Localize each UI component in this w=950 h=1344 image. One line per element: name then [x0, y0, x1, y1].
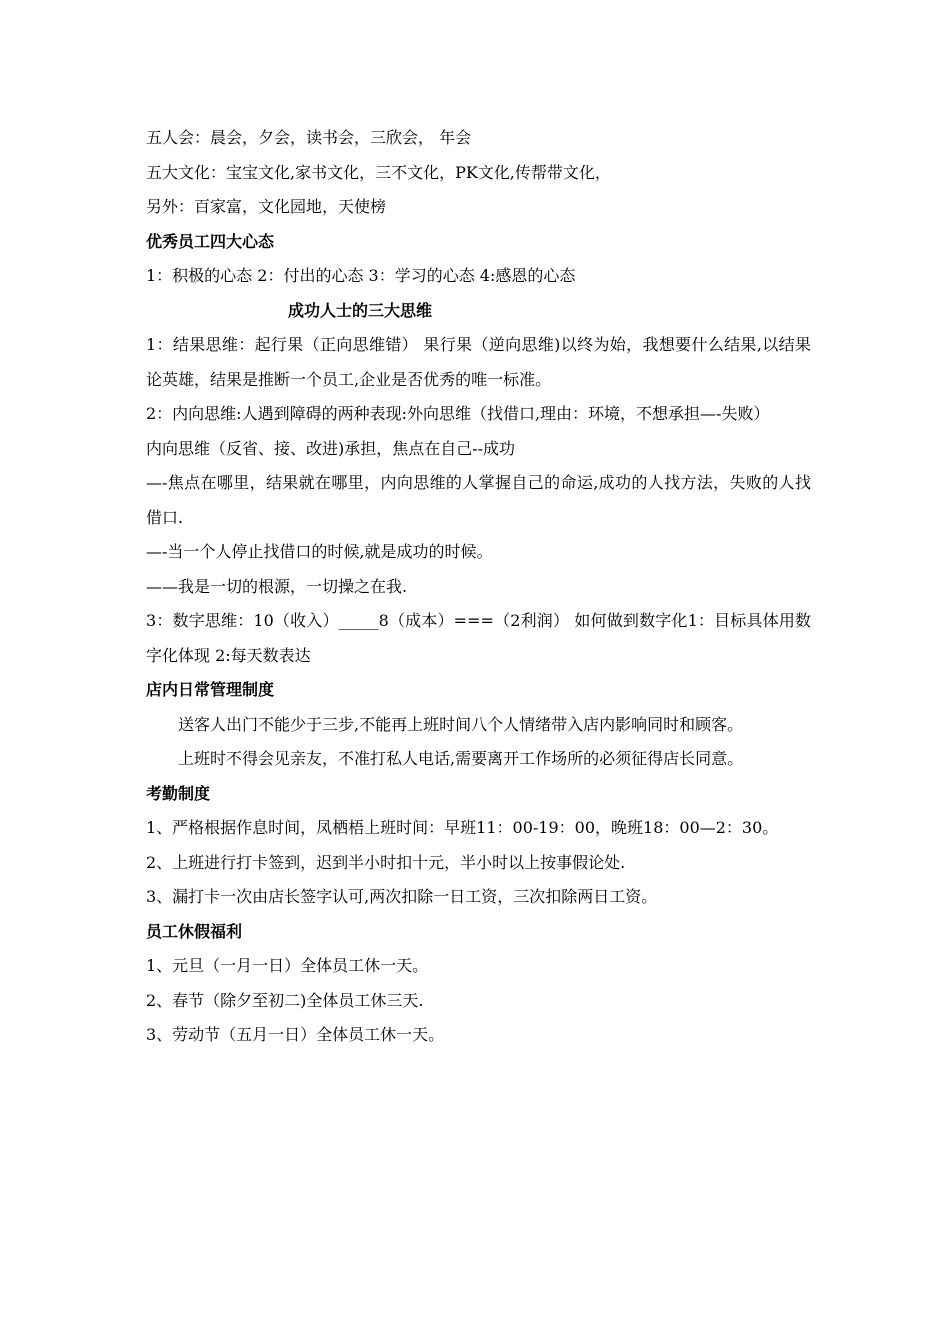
- holiday-item-3: 3、劳动节（五月一日）全体员工休一天。: [146, 1025, 445, 1044]
- heading-holidays: 员工休假福利: [146, 921, 243, 941]
- heading-three-thinking: 成功人士的三大思维: [288, 300, 433, 320]
- others-line: 另外：百家富，文化园地，天使榜: [146, 197, 387, 216]
- five-meetings-line: 五人会：晨会，夕会，读书会，三欣会， 年会: [146, 128, 472, 147]
- attendance-item-1: 1、严格根据作息时间，凤栖梧上班时间：早班11：00-19：00，晚班18：00—2：30。: [146, 818, 779, 837]
- attendance-item-3: 3、漏打卡一次由店长签字认可,两次扣除一日工资，三次扣除两日工资。: [146, 887, 658, 906]
- thinking-paragraph-4: —-焦点在哪里，结果就在哪里，内向思维的人掌握自己的命运,成功的人找方法，失败的人找借口.: [146, 473, 811, 527]
- holiday-item-1: 1、元旦（一月一日）全体员工休一天。: [146, 956, 429, 975]
- attendance-item-2: 2、上班进行打卡签到，迟到半小时扣十元，半小时以上按事假论处.: [146, 852, 626, 872]
- holiday-item-2: 2、春节（除夕至初二)全体员工休三天.: [146, 990, 424, 1010]
- thinking-paragraph-2: 2：内向思维:人遇到障碍的两种表现:外向思维（找借口,理由：环境，不想承担—-失败）: [146, 404, 770, 423]
- heading-attendance: 考勤制度: [146, 783, 211, 803]
- heading-four-attitudes: 优秀员工四大心态: [146, 231, 275, 251]
- management-paragraph-2: 上班时不得会见亲友，不准打私人电话,需要离开工作场所的必须征得店长同意。: [178, 749, 744, 768]
- four-attitudes-text: 1：积极的心态 2：付出的心态 3：学习的心态 4:感恩的心态: [146, 266, 576, 285]
- heading-daily-management: 店内日常管理制度: [146, 680, 275, 699]
- five-cultures-line: 五大文化：宝宝文化,家书文化，三不文化，PK文化,传帮带文化，: [146, 162, 611, 182]
- thinking-paragraph-5: —-当一个人停止找借口的时候,就是成功的时候。: [146, 542, 493, 561]
- management-paragraph-1: 送客人出门不能少于三步,不能再上班时间八个人情绪带入店内影响同时和顾客。: [178, 714, 744, 734]
- document-body: [146, 121, 811, 1053]
- thinking-paragraph-6: ——我是一切的根源，一切操之在我.: [146, 576, 408, 596]
- thinking-paragraph-7: 3：数字思维：10（收入）_____8（成本）===（2利润） 如何做到数字化1：目标具体用数字化体现 2:每天数表达: [146, 611, 811, 665]
- thinking-paragraph-1: 1：结果思维：起行果（正向思维错） 果行果（逆向思维)以终为始，我想要什么结果,以结果论英雄，结果是推断一个员工,企业是否优秀的唯一标准。: [146, 335, 811, 389]
- thinking-paragraph-3: 内向思维（反省、接、改进)承担，焦点在自己--成功: [146, 438, 516, 458]
